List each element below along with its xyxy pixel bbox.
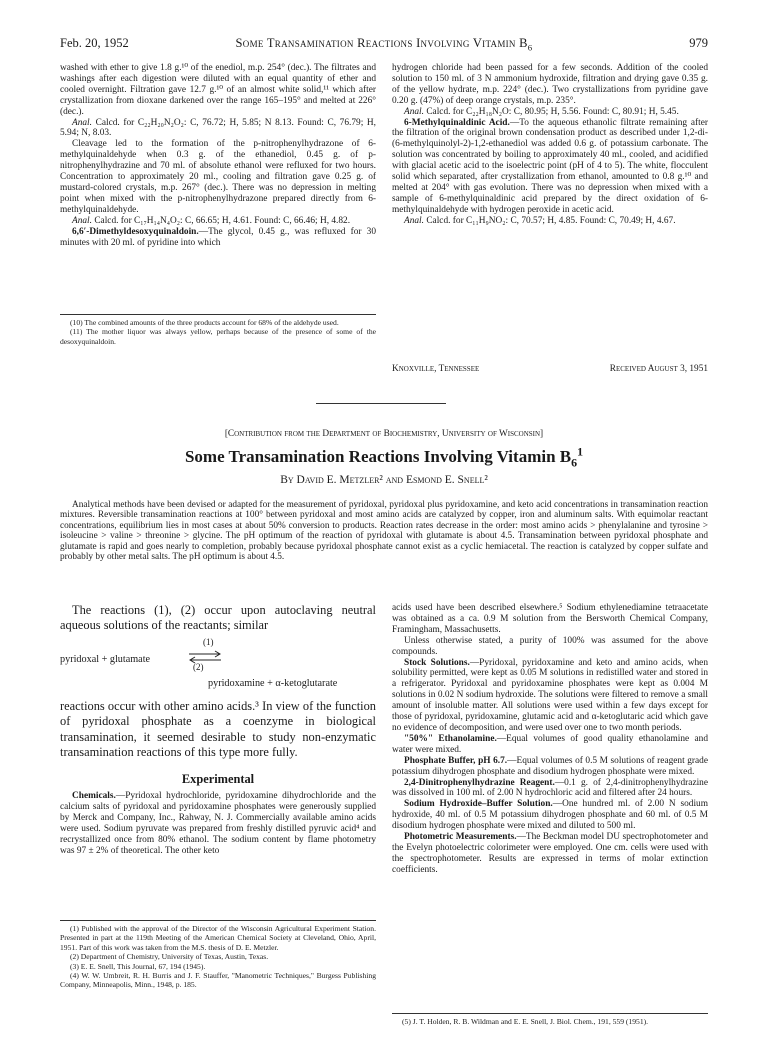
paragraph-text: —The Beckman model DU spectrophotometer and the Evelyn photoelectric colorimeter were employed. One cm. cells were used with the spectrophotometer. Results are expressed in terms of molar extinction coefficients.	[392, 832, 708, 875]
anal-text: Calcd. for C₁₇H₁₄N₄O₂: C, 66.65; H, 4.61. Found: C, 66.46; H, 4.82.	[91, 215, 351, 226]
equation-left-side: pyridoxal + glutamate	[60, 654, 151, 665]
main-right-column	[392, 603, 708, 876]
paragraph-text: —One hundred ml. of 2.00 N sodium hydroxide, 40 ml. of 0.5 M potassium dihydrogen phosphate and 60 ml. of 0.5 M disodium hydrogen phosphate were mixed and diluted to 500 ml.	[392, 799, 708, 832]
paragraph-text: —Equal volumes of 0.5 M solutions of reagent grade potassium dihydrogen phosphate and disodium hydrogen phosphate were mixed.	[392, 755, 708, 777]
right-paragraph: acids used have been described elsewhere.⁵ Sodium ethylenediamine tetraacetate was obtained as a ca. 0.9 M solution from the Bersworth Chemical Company, Framingham, Massachusetts.	[392, 603, 708, 635]
paragraph-heading: "50%" Ethanolamine.	[404, 733, 497, 744]
signoff-received: Received August 3, 1951	[609, 364, 708, 374]
prev-article-signoff	[392, 364, 708, 378]
paragraph-heading: Stock Solutions.	[404, 657, 470, 668]
contribution-line: [Contribution from the Department of Biochemistry, University of Wisconsin]	[224, 429, 544, 439]
naoh-buffer-paragraph	[392, 799, 708, 832]
prev-left-analysis-2	[60, 216, 376, 227]
prev-article-right-column	[392, 63, 708, 227]
paragraph-heading: Phosphate Buffer, pH 6.7.	[404, 755, 508, 766]
anal-label: Anal.	[404, 215, 424, 226]
prev-right-analysis-2	[392, 216, 708, 227]
chemicals-text	[60, 791, 376, 856]
stock-solutions-paragraph	[392, 658, 708, 734]
prev-left-paragraph	[60, 227, 376, 249]
paragraph-heading: 6-Methylquinaldinic Acid.	[404, 117, 510, 128]
intro-text: The reactions (1), (2) occur upon autoclaving neutral aqueous solutions of the reactants; similar	[60, 603, 376, 633]
footnote-rule	[60, 920, 376, 921]
article-title-text: Some Transamination Reactions Involving Vitamin B	[184, 447, 572, 466]
anal-label: Anal.	[72, 117, 92, 128]
paragraph-text: —Pyridoxal hydrochloride, pyridoxamine dihydrochloride and the calcium salts of pyridoxal and pyridoxamine phosphates were generously supplied by Merck and Company, Inc., Rahway, N. J. Commercially available amino acids were used. Sodium pyruvate was prepared from freshly distilled pyruvic acid⁴ and recrystallized once from 80% ethanol. The sodium content by flame photometry was 97 ± 2% of theoretical. The other keto	[60, 791, 376, 856]
abstract	[60, 500, 708, 562]
byline: By David E. Metzler² and Esmond E. Snell²	[280, 474, 488, 486]
anal-label: Anal.	[404, 106, 424, 117]
footnote: (11) The mother liquor was always yellow, perhaps because of the presence of some of the desoxyquinaldoin.	[60, 327, 376, 346]
footnote: (1) Published with the approval of the Director of the Wisconsin Agricultural Experiment Station. Presented in part at the 119th Meeting of the American Chemical Society at Cleveland, Ohio, April, 1951. Part of this work was taken from the M.S. thesis of D. E. Metzler.	[60, 924, 376, 952]
anal-text: Calcd. for C₂₂H₂₀N₂O₂: C, 76.72; H, 5.85; N 8.13. Found: C, 76.79; H, 5.94; N, 8.03.	[60, 117, 376, 139]
prev-article-left-column	[60, 63, 376, 248]
after-equation-text: reactions occur with other amino acids.³ In view of the function of pyridoxal phosphate as a coenzyme in biological transamination, it seemed desirable to study non-enzymatic transamination reactions of this type more fully.	[60, 699, 376, 760]
footnote-rule	[60, 314, 376, 315]
article-title-sup: 1	[577, 444, 584, 459]
footnote: (10) The combined amounts of the three products account for 68% of the aldehyde used.	[70, 318, 339, 327]
paragraph-heading: 2,4-Dinitrophenylhydrazine Reagent.	[404, 777, 555, 788]
equation-label-1: (1)	[203, 637, 214, 647]
footnote: (4) W. W. Umbreit, R. H. Burris and J. F. Stauffer, "Manometric Techniques," Burgess Publishing Company, Minneapolis, Minn., 1948, p. 185.	[60, 971, 376, 990]
paragraph-text: —To the aqueous ethanolic filtrate remaining after the filtration of the original brown condensation product as described under 1,2-di-(6-methylquinolyl-2)-1,2-ethanediol was added 0.6 g. of potassium carbonate. The solution was concentrated by boiling to approximately 40 ml., cooled, and acidified with glacial acetic acid to the isoelectric point (pH of 4 to 5). The white, flocculent solid which separated, after crystallization from ethanol, amounted to 0.8 g.¹⁰ and melted at 204° with gas evolution. There was no depression when mixed with a sample of 6-methylquinaldinic acid prepared by the direct oxidation of 6-methylquinaldehyde with hydrogen peroxide in acetic acid.	[392, 117, 708, 215]
article-title	[60, 444, 708, 470]
chemicals-paragraph	[60, 791, 376, 856]
prev-right-paragraph	[392, 118, 708, 216]
footnote: (3) E. E. Snell, This Journal, 67, 194 (1945).	[70, 961, 206, 971]
paragraph-text: —0.1 g. of 2,4-dinitrophenylhydrazine was dissolved in 100 ml. of 2.00 N hydrochloric acid and filtered after 24 hours.	[392, 777, 709, 799]
prev-right-analysis-1	[392, 107, 708, 118]
right-paragraph: Unless otherwise stated, a purity of 100% was assumed for the above compounds.	[392, 635, 708, 657]
footnote: (2) Department of Chemistry, University of Texas, Austin, Texas.	[70, 952, 269, 962]
section-heading-experimental: Experimental	[181, 772, 255, 786]
ethanolamine-paragraph	[392, 734, 708, 756]
prev-left-footnotes	[60, 318, 376, 346]
anal-label: Anal.	[72, 215, 92, 226]
paragraph-text: —Pyridoxal, pyridoxamine and keto and amino acids, when solubility permitted, were kept as 0.05 M solutions in redistilled water and stored in a refrigerator. Pyridoxal and pyridoxamine phosphates were kept as 0.004 M solutions in 0.02 N sodium hydroxide. The solutions were filtered to remove a small amount of insoluble matter. All solutions were used within a few days except for those of pyridoxal, pyridoxamine, glutamic acid and α-ketoglutaric acid which gave no evidence of decomposition, and were used over one to two month periods.	[392, 657, 708, 733]
article-title-sub: 6	[571, 455, 578, 470]
header-date: Feb. 20, 1952	[60, 36, 129, 50]
main-left-footnotes	[60, 924, 376, 990]
paragraph-heading: 6,6′-Dimethyldesoxyquinaldoin.	[72, 226, 199, 237]
prev-left-paragraph: Cleavage led to the formation of the p-nitrophenylhydrazone of 6-methylquinaldehyde when 0.3 g. of the ethanediol, 0.45 g. of p-nitrophenylhydrazine and 70 ml. of absolute ethanol were refluxed for two hours. Concentration to approximately 20 ml., cooling and filtration gave 0.25 g. of mustard-colored crystals, m.p. 267° (dec.). There was no depression in melting point when mixed with the p-nitrophenylhydrazone prepared directly from 6-methylquinaldehyde.	[60, 139, 376, 215]
signoff-city: Knoxville, Tennessee	[392, 364, 480, 374]
article-separator	[316, 403, 446, 404]
intro-paragraph	[60, 603, 376, 634]
header-running-title	[60, 36, 708, 51]
footnote-rule	[392, 1013, 708, 1014]
prev-left-paragraph: washed with ether to give 1.8 g.¹⁰ of the enediol, m.p. 254° (dec.). The filtrates and washings after each digestion were diluted with an equal quantity of ether and cooled overnight. Filtration gave 12.7 g.¹⁰ of an almost white solid,¹¹ which after crystallization from dioxane darkened over the range 165–195° and melted at 226° (dec.).	[60, 63, 376, 117]
abstract-text: Analytical methods have been devised or adapted for the measurement of pyridoxal, pyridoxal plus pyridoxamine, and keto acid concentrations in transamination reaction mixtures. Reversible transamination reactions at 100° between pyridoxal and most amino acids are catalyzed by copper, iron and aluminum salts. With equimolar reactant concentrations, equilibrium lies in most cases at about 50% conversion to products. Reaction rates decrease in the order: most amino acids > phenylalanine and tyrosine > isoleucine > valine > threonine > glycine. The pH optimum of the reaction of pyridoxal with glutamate is about 4.5. Transamination between pyridoxal phosphate and glutamate is rapid and goes nearly to completion, probably because pyridoxal phosphate cannot exist as a cyclic hemiacetal. The reaction is catalyzed by copper sulfate and probably by other metal salts. The pH optimum is about 4.5.	[60, 500, 708, 563]
paragraph-heading: Chemicals.	[72, 791, 116, 801]
header-running-title-sub: 6	[527, 42, 533, 53]
paragraph-text: —Equal volumes of good quality ethanolamine and water were mixed.	[392, 733, 708, 755]
header-page-number: 979	[689, 36, 708, 50]
anal-text: Calcd. for C₂₂H₁₈N₂O: C, 80.95; H, 5.56. Found: C, 80.91; H, 5.45.	[423, 106, 679, 117]
paragraph-heading: Photometric Measurements.	[404, 832, 517, 843]
dnp-reagent-paragraph	[392, 778, 708, 800]
prev-left-analysis-1	[60, 118, 376, 140]
prev-right-paragraph: hydrogen chloride had been passed for a few seconds. Addition of the cooled solution to 150 ml. of 3 N ammonium hydroxide, filtration and drying gave 0.35 g. of the yellow hydrate, m.p. 224° (dec.). Two crystallizations from pyridine gave 0.20 g. (47%) of deep orange crystals, m.p. 235°.	[392, 63, 708, 106]
phosphate-buffer-paragraph	[392, 756, 708, 778]
reaction-equation	[60, 639, 376, 697]
main-right-footnotes	[392, 1017, 708, 1026]
running-header	[60, 36, 708, 54]
footnote: (5) J. T. Holden, R. B. Wildman and E. E. Snell, J. Biol. Chem., 191, 559 (1951).	[402, 1017, 649, 1026]
anal-text: Calcd. for C₁₁H₉NO₂: C, 70.57; H, 4.85. Found: C, 70.49; H, 4.67.	[423, 215, 676, 226]
equation-label-2: (2)	[193, 662, 204, 672]
paragraph-text: —The glycol, 0.45 g., was refluxed for 30 minutes with 20 ml. of pyridine into which	[60, 226, 376, 248]
equation-right-side: pyridoxamine + α-ketoglutarate	[208, 678, 338, 689]
after-equation-paragraph	[60, 699, 376, 761]
paragraph-heading: Sodium Hydroxide–Buffer Solution.	[404, 799, 553, 810]
header-running-title-text: Some Transamination Reactions Involving Vitamin B	[235, 36, 528, 50]
photometric-paragraph	[392, 832, 708, 876]
